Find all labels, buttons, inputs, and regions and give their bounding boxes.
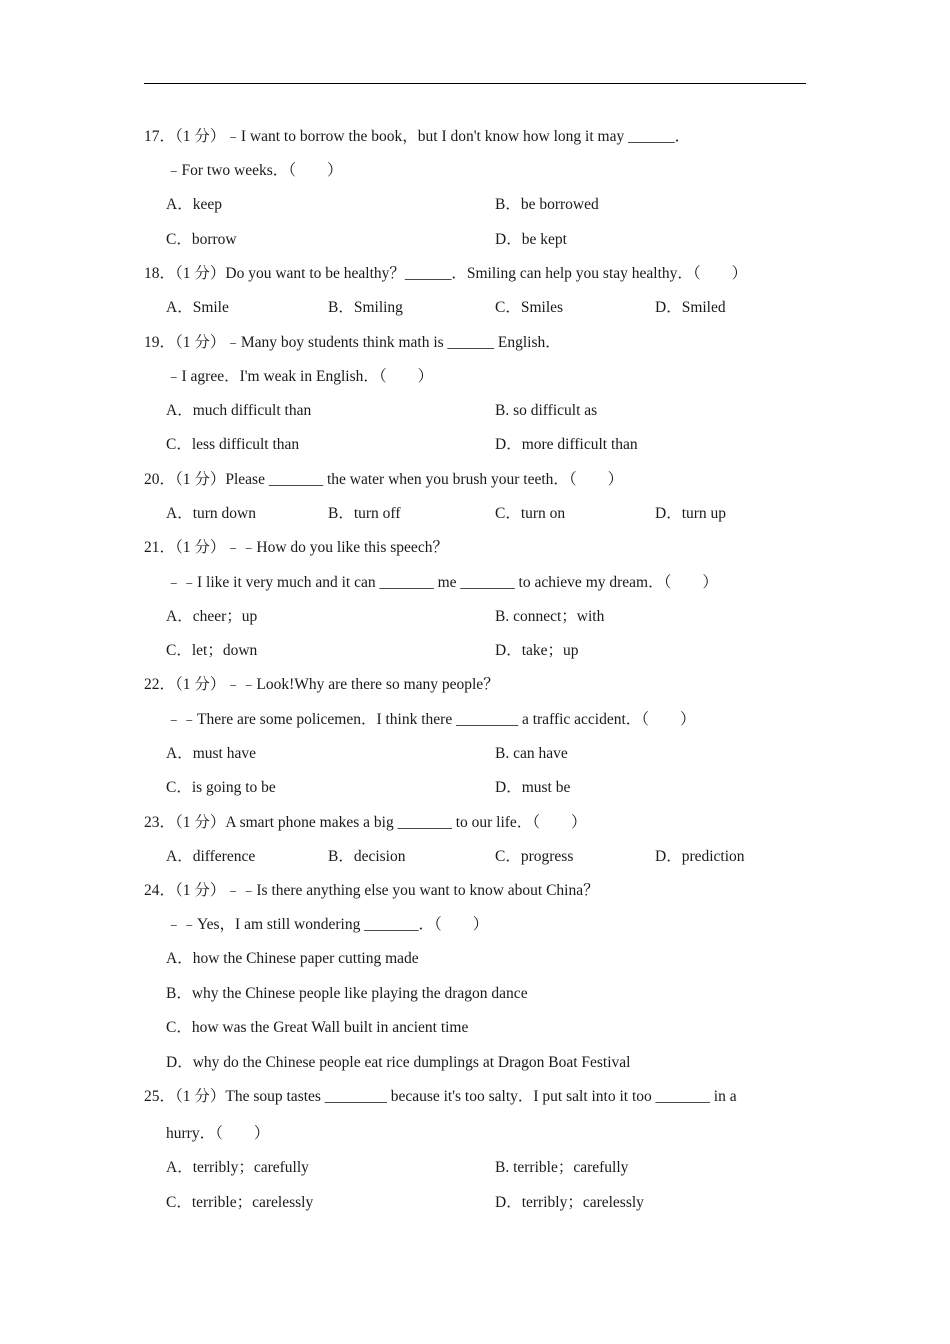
question-stem: 17．（1 分）﹣I want to borrow the book，but I don't know how long it may ______． [144,128,691,145]
option-a: A．much difficult than [166,402,312,419]
question-stem: 21．（1 分）﹣﹣How do you like this speech？ [144,539,448,556]
option-c: C．is going to be [166,779,276,796]
option-a: A．Smile [166,299,229,316]
option-b: B．Smiling [328,299,403,316]
option-b: B．decision [328,848,406,865]
question-stem-cont: ﹣﹣I like it very much and it can _______ me _______ to achieve my dream．（ ） [166,574,718,591]
option-b: B. so difficult as [495,402,598,419]
option-c: C．Smiles [495,299,564,316]
option-a: A．cheer；up [166,608,258,625]
option-a: A．keep [166,196,222,213]
option-a: A．turn down [166,505,256,522]
option-d: D．more difficult than [495,436,638,453]
option-c: C．less difficult than [166,436,300,453]
option-a: A．difference [166,848,256,865]
question-stem-cont: ﹣﹣Yes，I am still wondering _______．（ ） [166,916,489,933]
option-d: D．why do the Chinese people eat rice dumplings at Dragon Boat Festival [166,1054,631,1071]
option-b: B. connect；with [495,608,605,625]
option-c: C．let；down [166,642,258,659]
question-stem: 23．（1 分）A smart phone makes a big _______ to our life．（ ） [144,814,587,831]
option-b: B．be borrowed [495,196,599,213]
question-stem: 19．（1 分）﹣Many boy students think math is ______ English． [144,334,561,351]
question-stem: 18．（1 分）Do you want to be healthy？______．Smiling can help you stay healthy．（ ） [144,265,748,282]
option-b: B. terrible；carefully [495,1159,629,1176]
question-stem-cont: ﹣For two weeks．（ ） [166,162,343,179]
option-c: C．terrible；carelessly [166,1194,314,1211]
option-d: D．Smiled [655,299,726,316]
option-c: C．progress [495,848,574,865]
question-stem-cont: ﹣﹣There are some policemen．I think there ________ a traffic accident．（ ） [166,711,696,728]
option-c: C．how was the Great Wall built in ancient time [166,1019,469,1036]
option-a: A．how the Chinese paper cutting made [166,950,419,967]
option-c: C．turn on [495,505,566,522]
option-d: D．terribly；carelessly [495,1194,644,1211]
header-rule [144,83,806,84]
option-a: A．must have [166,745,256,762]
question-stem: 22．（1 分）﹣﹣Look!Why are there so many people？ [144,676,499,693]
question-stem: 24．（1 分）﹣﹣Is there anything else you want to know about China？ [144,882,599,899]
option-d: D．prediction [655,848,745,865]
option-c: C．borrow [166,231,237,248]
option-b: B．turn off [328,505,401,522]
option-d: D．turn up [655,505,727,522]
option-d: D．be kept [495,231,567,248]
option-a: A．terribly；carefully [166,1159,309,1176]
option-d: D．must be [495,779,571,796]
option-b: B. can have [495,745,568,762]
option-d: D．take；up [495,642,579,659]
question-stem: 25．（1 分）The soup tastes ________ because it's too salty．I put salt into it too _______ in a [144,1088,737,1105]
question-stem-cont: ﹣I agree．I'm weak in English．（ ） [166,368,434,385]
question-stem: 20．（1 分）Please _______ the water when you brush your teeth．（ ） [144,471,624,488]
option-b: B．why the Chinese people like playing the dragon dance [166,985,528,1002]
question-stem-cont: hurry．（ ） [166,1125,270,1142]
